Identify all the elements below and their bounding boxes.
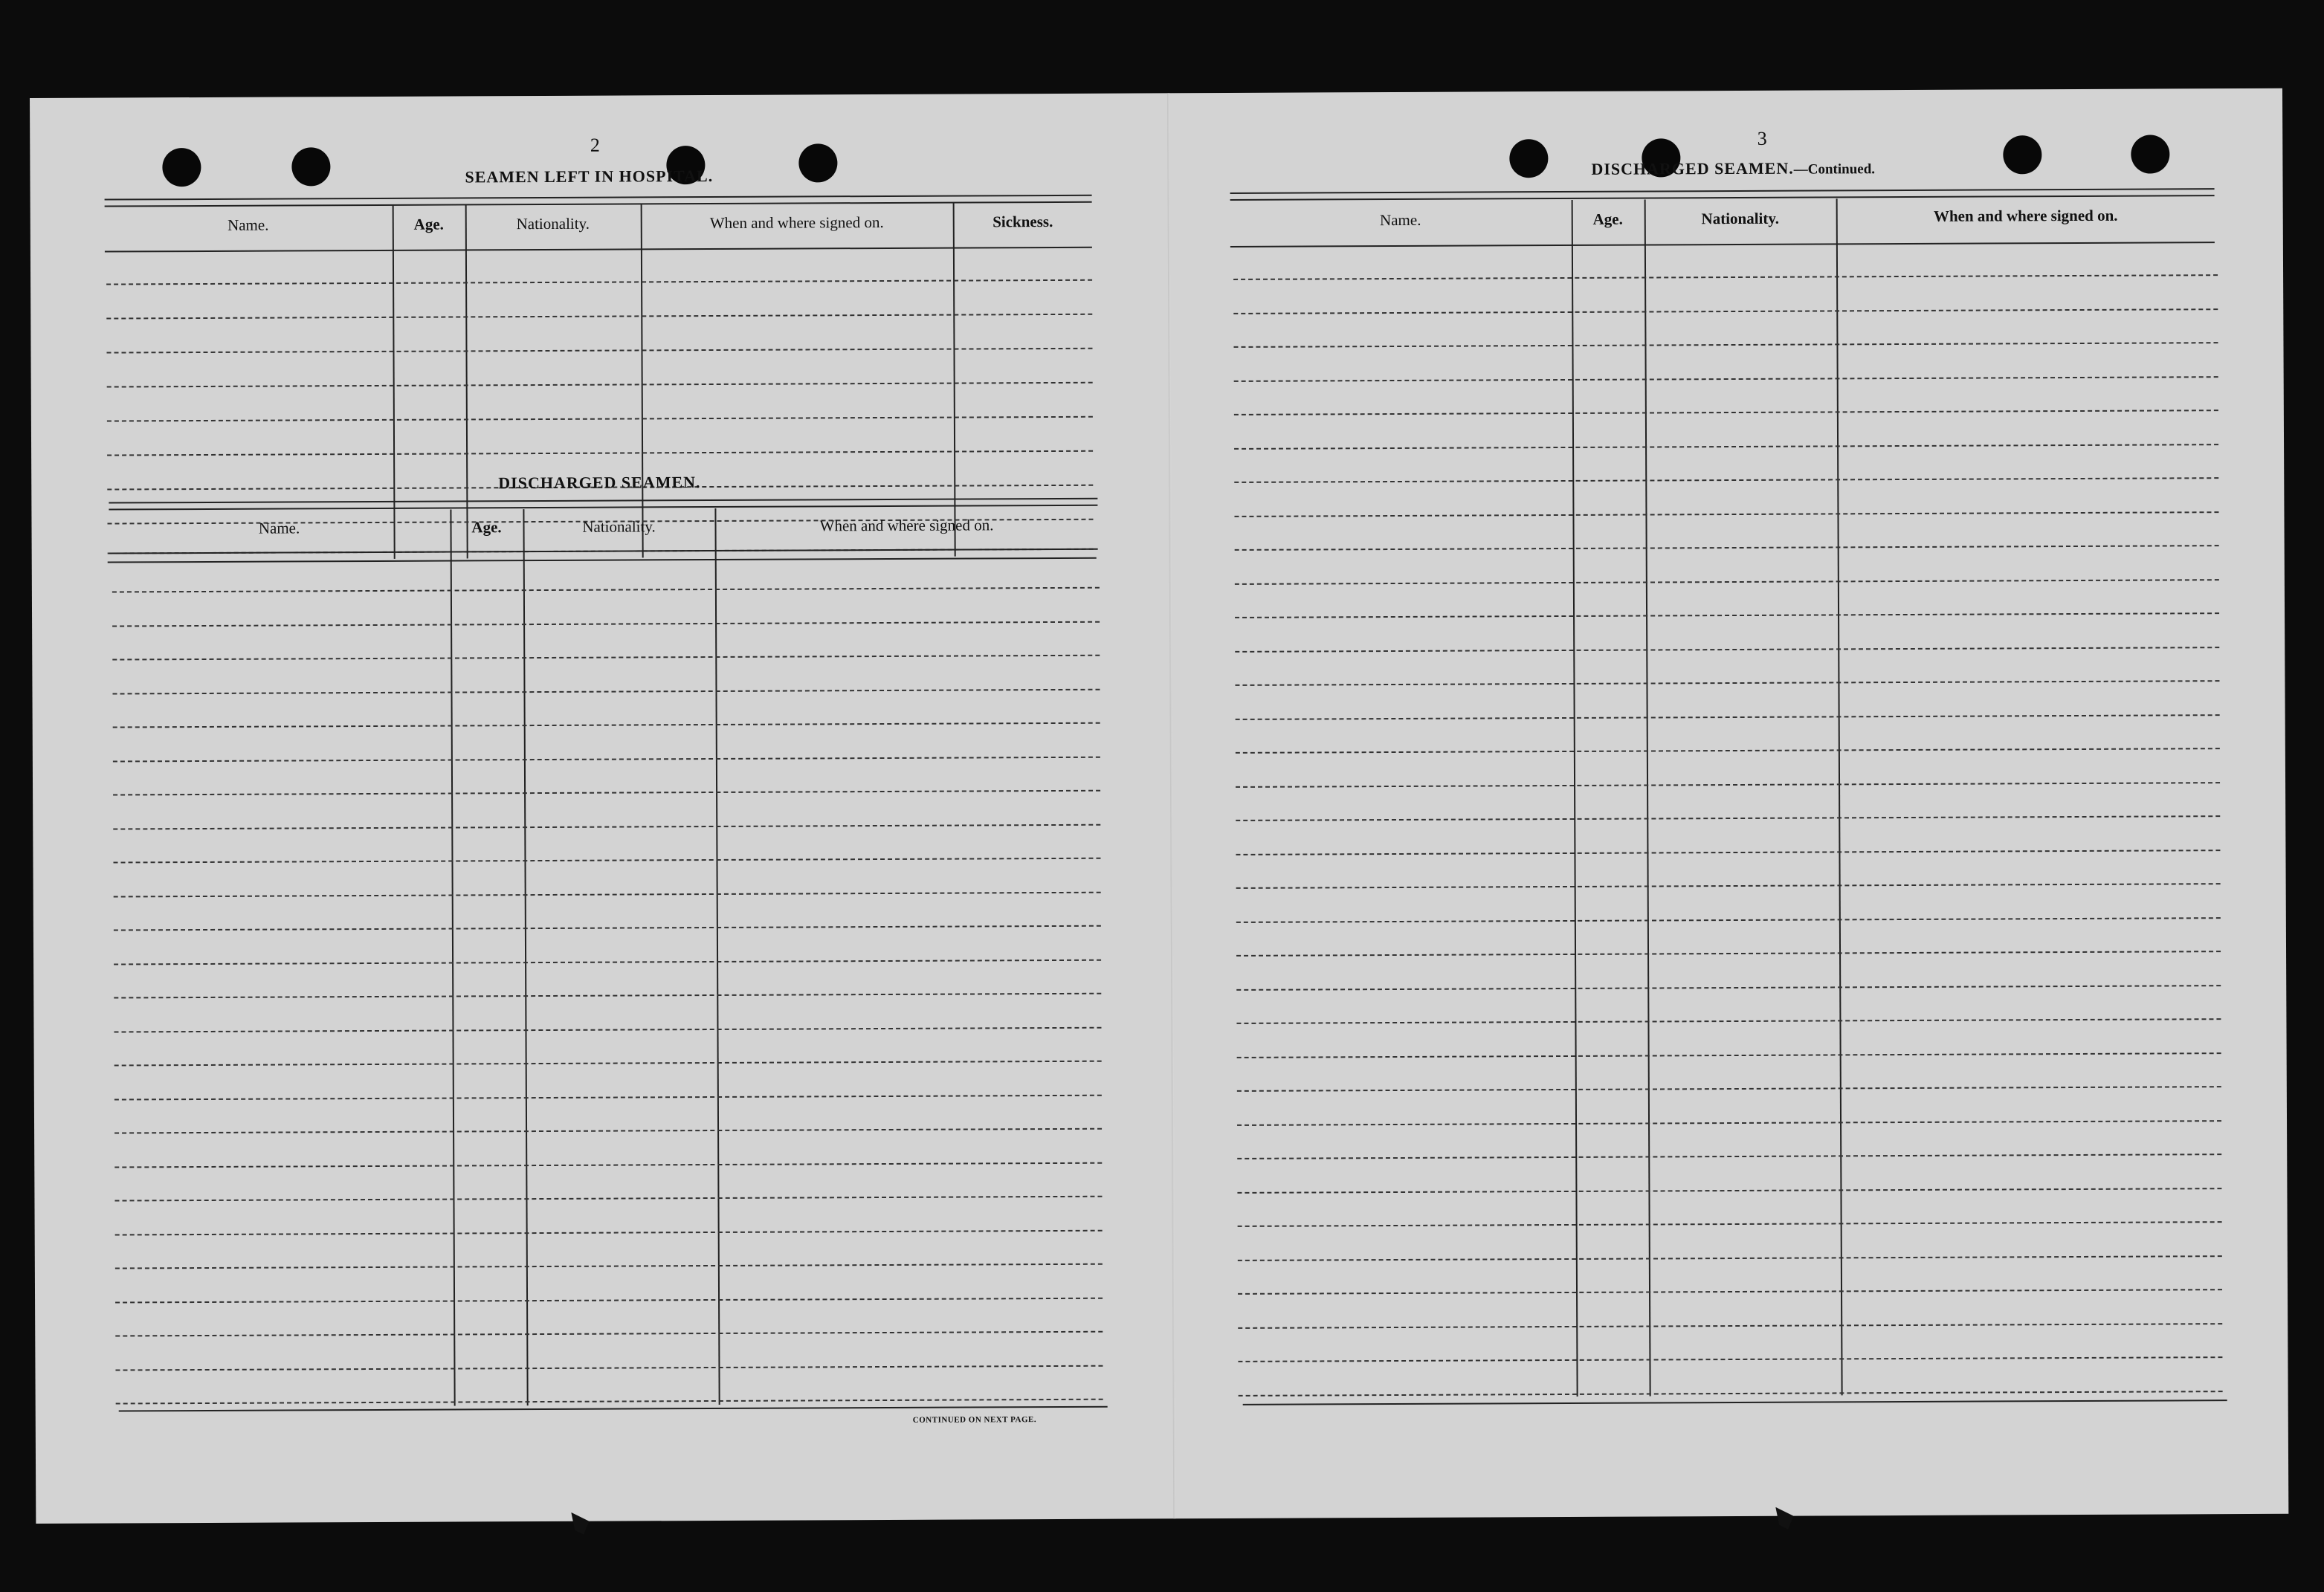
column-divider xyxy=(523,509,528,1405)
entry-lines xyxy=(30,93,1167,98)
entry-line xyxy=(106,314,1092,320)
entry-line xyxy=(1235,545,2219,551)
entry-line xyxy=(1236,883,2221,889)
entry-line xyxy=(1238,1356,2222,1362)
discharged-continued-title xyxy=(1591,158,1875,179)
header-rule xyxy=(105,247,1092,253)
entry-line xyxy=(1237,1120,2221,1126)
entry-line xyxy=(114,1027,1101,1033)
binding-tab xyxy=(571,1512,589,1535)
entry-line xyxy=(1237,1153,2221,1159)
column-divider xyxy=(714,508,720,1405)
entry-line xyxy=(1233,274,2218,280)
entry-line xyxy=(1237,1052,2221,1058)
entry-line xyxy=(115,1230,1103,1236)
entry-line xyxy=(1237,1188,2221,1194)
entry-line xyxy=(106,348,1092,354)
entry-line xyxy=(1234,444,2218,450)
entry-line xyxy=(1234,511,2218,517)
entry-line xyxy=(114,925,1101,931)
column-header-nationality: Nationality. xyxy=(582,517,656,536)
entry-line xyxy=(1238,1289,2222,1295)
entry-line xyxy=(113,790,1100,796)
entry-line xyxy=(114,1162,1102,1168)
header-rule xyxy=(1230,242,2215,247)
entry-line xyxy=(1235,647,2219,653)
column-header-nationality: Nationality. xyxy=(516,214,590,233)
entry-line xyxy=(106,279,1092,285)
entry-line xyxy=(1238,1221,2222,1227)
entry-line xyxy=(112,621,1100,627)
entry-line xyxy=(113,824,1100,830)
entry-line xyxy=(115,1298,1103,1304)
left-page xyxy=(30,93,1173,1524)
page-number: 3 xyxy=(1757,127,1767,149)
entry-line xyxy=(1233,342,2218,348)
column-header-name: Name. xyxy=(227,216,269,234)
entry-line xyxy=(1234,376,2218,382)
entry-line xyxy=(1235,680,2219,686)
entry-line xyxy=(114,1061,1102,1067)
column-divider xyxy=(450,510,455,1406)
bottom-rule xyxy=(119,1406,1108,1412)
entry-line xyxy=(1236,985,2221,991)
entry-line xyxy=(115,1365,1103,1371)
entry-line xyxy=(1236,782,2220,788)
entry-line xyxy=(1234,410,2218,415)
entry-line xyxy=(113,757,1100,763)
hospital-section-title: SEAMEN LEFT IN HOSPITAL. xyxy=(465,166,714,187)
document-sheet xyxy=(30,88,2288,1524)
column-header-signed-on: When and where signed on. xyxy=(709,213,884,233)
column-header-signed-on: When and where signed on. xyxy=(1933,206,2118,225)
entry-line xyxy=(1236,815,2220,821)
entry-line xyxy=(107,450,1093,456)
section-title-suffix: —Continued. xyxy=(1793,161,1876,178)
entry-line xyxy=(114,993,1101,999)
entry-line xyxy=(1233,308,2218,314)
entry-line xyxy=(1236,850,2220,855)
entry-line xyxy=(115,1263,1103,1269)
right-page xyxy=(1167,88,2288,1519)
entry-line xyxy=(1236,951,2221,957)
discharged-section-title: DISCHARGED SEAMEN. xyxy=(498,473,701,493)
entry-line xyxy=(114,960,1101,965)
entry-line xyxy=(114,1128,1102,1134)
continued-note: CONTINUED ON NEXT PAGE. xyxy=(912,1415,1037,1425)
binding-tab xyxy=(1775,1507,1793,1530)
entry-line xyxy=(112,655,1100,661)
entry-line xyxy=(1238,1255,2222,1261)
title-rule xyxy=(105,195,1092,207)
entry-line xyxy=(112,689,1100,695)
entry-line xyxy=(1235,612,2219,618)
section-rule xyxy=(108,557,1097,563)
entry-line xyxy=(116,1399,1103,1405)
column-header-sickness: Sickness. xyxy=(992,212,1053,231)
entry-line xyxy=(113,722,1100,728)
entry-line xyxy=(115,1331,1103,1337)
title-rule xyxy=(109,498,1097,511)
title-rule xyxy=(1230,188,2215,201)
entry-line xyxy=(1234,477,2218,483)
section-title-text: DISCHARGED SEAMEN. xyxy=(1591,158,1794,178)
entry-line xyxy=(112,587,1100,593)
entry-line xyxy=(1235,579,2219,585)
column-header-name: Name. xyxy=(258,519,300,537)
entry-lines xyxy=(1167,88,2282,94)
entry-line xyxy=(107,416,1093,422)
header-rule xyxy=(109,549,1098,554)
entry-line xyxy=(114,892,1101,898)
entry-line xyxy=(114,1196,1102,1202)
entry-line xyxy=(107,382,1093,388)
page-number: 2 xyxy=(590,134,600,156)
column-header-name: Name. xyxy=(1379,210,1421,230)
column-header-nationality: Nationality. xyxy=(1701,209,1779,228)
column-header-age: Age. xyxy=(413,215,444,233)
entry-line xyxy=(1236,748,2220,754)
entry-line xyxy=(1237,1086,2221,1092)
entry-line xyxy=(1236,917,2221,923)
column-header-signed-on: When and where signed on. xyxy=(819,516,994,535)
entry-line xyxy=(1238,1323,2222,1329)
bottom-rule xyxy=(1243,1400,2227,1405)
entry-line xyxy=(114,1095,1102,1101)
entry-line xyxy=(1236,1018,2221,1024)
entry-line xyxy=(113,858,1100,864)
column-header-age: Age. xyxy=(1592,210,1623,228)
entry-line xyxy=(1236,714,2220,720)
entry-line xyxy=(1239,1391,2223,1397)
column-header-age: Age. xyxy=(471,518,502,537)
